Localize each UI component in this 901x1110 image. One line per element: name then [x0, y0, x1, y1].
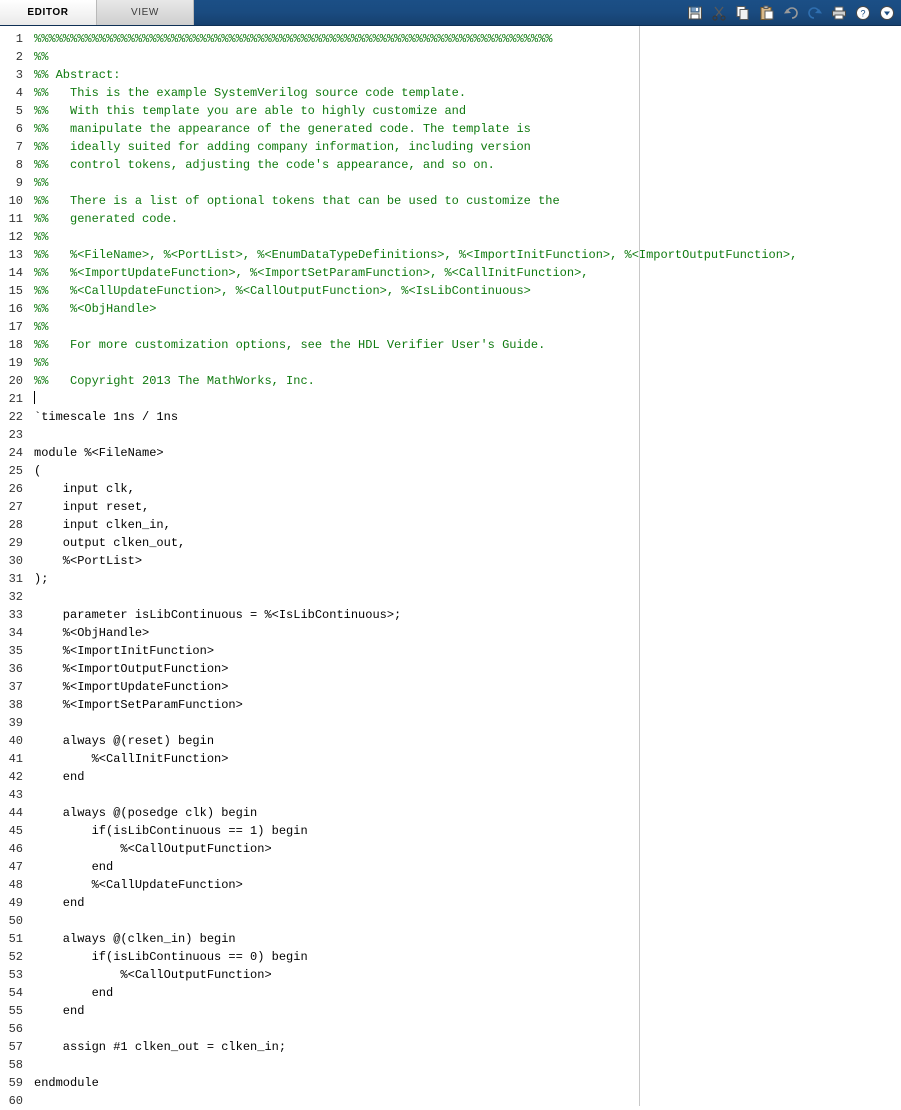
- line-number: 23: [8, 428, 23, 442]
- code-line-text: `timescale 1ns / 1ns: [34, 410, 179, 424]
- code-line-text: end: [34, 860, 114, 874]
- code-line-text: %<ObjHandle>: [34, 626, 150, 640]
- code-line[interactable]: [34, 354, 901, 372]
- line-number: 44: [8, 806, 23, 820]
- line-number: 53: [8, 968, 23, 982]
- code-line-text: input clken_in,: [34, 518, 171, 532]
- code-line[interactable]: [34, 156, 901, 174]
- line-number-gutter: [0, 26, 27, 1106]
- line-number: 55: [8, 1004, 23, 1018]
- code-line[interactable]: [34, 1056, 901, 1074]
- code-line-text: if(isLibContinuous == 0) begin: [34, 950, 308, 964]
- line-number: 46: [8, 842, 23, 856]
- code-line-text: end: [34, 986, 114, 1000]
- code-line-text: %<CallOutputFunction>: [34, 968, 272, 982]
- code-line[interactable]: [34, 858, 901, 876]
- code-line[interactable]: [34, 930, 901, 948]
- code-line[interactable]: [34, 588, 901, 606]
- code-line[interactable]: [34, 966, 901, 984]
- tab-view[interactable]: VIEW: [97, 0, 194, 25]
- help-icon[interactable]: [852, 2, 873, 23]
- paste-icon[interactable]: [756, 2, 777, 23]
- code-line-text: %% %<FileName>, %<PortList>, %<EnumDataTypeDefinitions>, %<ImportInitFunction>, %<ImportOutputFunction>,: [34, 248, 798, 262]
- line-number: 37: [8, 680, 23, 694]
- code-line[interactable]: [34, 246, 901, 264]
- line-number: 45: [8, 824, 23, 838]
- toolbar-icon-group: [684, 0, 901, 25]
- code-line[interactable]: [34, 768, 901, 786]
- code-line[interactable]: [34, 48, 901, 66]
- code-line[interactable]: [34, 192, 901, 210]
- code-line-text: %<ImportSetParamFunction>: [34, 698, 243, 712]
- code-line-text: parameter isLibContinuous = %<IsLibContinuous>;: [34, 608, 402, 622]
- line-number: 20: [8, 374, 23, 388]
- code-line-text: %% manipulate the appearance of the generated code. The template is: [34, 122, 531, 136]
- line-number: 21: [8, 392, 23, 406]
- line-number: 59: [8, 1076, 23, 1090]
- code-line-text: %% ideally suited for adding company information, including version: [34, 140, 531, 154]
- code-line-text: %<ImportUpdateFunction>: [34, 680, 229, 694]
- line-number: 35: [8, 644, 23, 658]
- redo-icon[interactable]: [804, 2, 825, 23]
- code-line[interactable]: [34, 678, 901, 696]
- code-line[interactable]: [34, 462, 901, 480]
- code-line[interactable]: [34, 102, 901, 120]
- code-line[interactable]: [34, 552, 901, 570]
- line-number: 14: [8, 266, 23, 280]
- code-line[interactable]: [34, 642, 901, 660]
- code-line-text: always @(reset) begin: [34, 734, 215, 748]
- code-line-text: %<CallUpdateFunction>: [34, 878, 243, 892]
- line-number: 24: [8, 446, 23, 460]
- code-line[interactable]: [34, 912, 901, 930]
- undo-icon[interactable]: [780, 2, 801, 23]
- line-number: 57: [8, 1040, 23, 1054]
- line-number: 3: [15, 68, 23, 82]
- code-line[interactable]: [34, 948, 901, 966]
- line-number: 39: [8, 716, 23, 730]
- save-icon[interactable]: [684, 2, 705, 23]
- code-line[interactable]: [34, 1002, 901, 1020]
- code-line[interactable]: [34, 516, 901, 534]
- code-line[interactable]: [34, 282, 901, 300]
- code-line[interactable]: [34, 300, 901, 318]
- code-line[interactable]: [34, 1038, 901, 1056]
- code-line-text: end: [34, 896, 85, 910]
- code-area[interactable]: [27, 26, 901, 1106]
- code-line-text: if(isLibContinuous == 1) begin: [34, 824, 308, 838]
- code-line[interactable]: [34, 480, 901, 498]
- code-line-text: output clken_out,: [34, 536, 186, 550]
- code-line-text: %% Copyright 2013 The MathWorks, Inc.: [34, 374, 315, 388]
- line-number: 49: [8, 896, 23, 910]
- editor-toolbar: [0, 0, 901, 26]
- code-line[interactable]: [34, 372, 901, 390]
- code-line[interactable]: [34, 1020, 901, 1038]
- line-number: 43: [8, 788, 23, 802]
- line-number: 51: [8, 932, 23, 946]
- code-line-text: %% %<ObjHandle>: [34, 302, 157, 316]
- text-caret: [34, 391, 35, 404]
- code-line[interactable]: [34, 786, 901, 804]
- code-line-text: (: [34, 464, 42, 478]
- code-line[interactable]: [34, 840, 901, 858]
- code-line[interactable]: [34, 390, 901, 408]
- code-line[interactable]: [34, 714, 901, 732]
- code-line-text: always @(posedge clk) begin: [34, 806, 258, 820]
- code-line-text: %% %<CallUpdateFunction>, %<CallOutputFunction>, %<IsLibContinuous>: [34, 284, 531, 298]
- code-line[interactable]: [34, 660, 901, 678]
- line-number: 60: [8, 1094, 23, 1108]
- code-line-text: %% generated code.: [34, 212, 179, 226]
- code-line-text: %%: [34, 230, 49, 244]
- code-line-text: %% control tokens, adjusting the code's appearance, and so on.: [34, 158, 495, 172]
- code-line-text: %%: [34, 176, 49, 190]
- line-number: 13: [8, 248, 23, 262]
- code-line[interactable]: [34, 1074, 901, 1092]
- line-number: 10: [8, 194, 23, 208]
- code-line-text: input clk,: [34, 482, 135, 496]
- code-line[interactable]: [34, 804, 901, 822]
- line-number: 4: [15, 86, 23, 100]
- line-number: 58: [8, 1058, 23, 1072]
- toolbar-tabs: [0, 0, 194, 25]
- line-number: 8: [15, 158, 23, 172]
- code-line[interactable]: [34, 1092, 901, 1106]
- line-number: 47: [8, 860, 23, 874]
- code-line[interactable]: [34, 408, 901, 426]
- code-line[interactable]: [34, 120, 901, 138]
- code-line[interactable]: [34, 822, 901, 840]
- code-line[interactable]: [34, 66, 901, 84]
- code-line-text: %% Abstract:: [34, 68, 121, 82]
- code-line-text: );: [34, 572, 49, 586]
- code-line[interactable]: [34, 894, 901, 912]
- code-line[interactable]: [34, 498, 901, 516]
- code-line-text: %%: [34, 356, 49, 370]
- line-number: 19: [8, 356, 23, 370]
- code-line[interactable]: [34, 444, 901, 462]
- line-number: 16: [8, 302, 23, 316]
- code-line-text: %<CallInitFunction>: [34, 752, 229, 766]
- line-number: 50: [8, 914, 23, 928]
- code-line[interactable]: [34, 228, 901, 246]
- code-line[interactable]: [34, 318, 901, 336]
- code-line-text: %% This is the example SystemVerilog source code template.: [34, 86, 467, 100]
- line-number: 9: [15, 176, 23, 190]
- code-line-text: end: [34, 1004, 85, 1018]
- print-icon[interactable]: [828, 2, 849, 23]
- code-line-text: endmodule: [34, 1076, 99, 1090]
- code-line-text: input reset,: [34, 500, 150, 514]
- line-number: 17: [8, 320, 23, 334]
- line-number: 32: [8, 590, 23, 604]
- line-number: 5: [15, 104, 23, 118]
- line-number: 29: [8, 536, 23, 550]
- line-number: 15: [8, 284, 23, 298]
- code-line[interactable]: [34, 174, 901, 192]
- code-line-text: %% %<ImportUpdateFunction>, %<ImportSetParamFunction>, %<CallInitFunction>,: [34, 266, 589, 280]
- code-line-text: %% With this template you are able to highly customize and: [34, 104, 467, 118]
- line-number: 56: [8, 1022, 23, 1036]
- code-line-text: module %<FileName>: [34, 446, 164, 460]
- line-number: 28: [8, 518, 23, 532]
- code-line-text: %% There is a list of optional tokens that can be used to customize the: [34, 194, 560, 208]
- line-number: 26: [8, 482, 23, 496]
- code-line-text: assign #1 clken_out = clken_in;: [34, 1040, 287, 1054]
- line-number: 12: [8, 230, 23, 244]
- code-line-text: %%: [34, 50, 49, 64]
- code-line[interactable]: [34, 534, 901, 552]
- line-number: 6: [15, 122, 23, 136]
- chevron-down-icon[interactable]: [876, 2, 897, 23]
- code-line[interactable]: [34, 750, 901, 768]
- line-number: 7: [15, 140, 23, 154]
- line-number: 42: [8, 770, 23, 784]
- code-line[interactable]: [34, 210, 901, 228]
- copy-icon[interactable]: [732, 2, 753, 23]
- code-line[interactable]: [34, 336, 901, 354]
- code-line-text: %%%%%%%%%%%%%%%%%%%%%%%%%%%%%%%%%%%%%%%%%%%%%%%%%%%%%%%%%%%%%%%%%%%%%%%%: [34, 32, 553, 46]
- code-line[interactable]: [34, 84, 901, 102]
- code-line-text: %%: [34, 320, 49, 334]
- line-number: 1: [15, 32, 23, 46]
- line-number: 54: [8, 986, 23, 1000]
- code-line[interactable]: [34, 138, 901, 156]
- line-number: 52: [8, 950, 23, 964]
- line-number: 38: [8, 698, 23, 712]
- line-number: 25: [8, 464, 23, 478]
- line-number: 2: [15, 50, 23, 64]
- code-line-text: always @(clken_in) begin: [34, 932, 236, 946]
- code-line-text: end: [34, 770, 85, 784]
- line-number: 31: [8, 572, 23, 586]
- line-number: 48: [8, 878, 23, 892]
- code-line[interactable]: [34, 876, 901, 894]
- line-number: 34: [8, 626, 23, 640]
- line-number: 36: [8, 662, 23, 676]
- line-number: 11: [8, 212, 23, 226]
- code-line[interactable]: [34, 624, 901, 642]
- code-line[interactable]: [34, 570, 901, 588]
- code-line[interactable]: [34, 606, 901, 624]
- code-line[interactable]: [34, 732, 901, 750]
- svg-text:?: ?: [859, 8, 866, 18]
- cut-icon[interactable]: [708, 2, 729, 23]
- code-line-text: %<ImportInitFunction>: [34, 644, 215, 658]
- code-line[interactable]: [34, 30, 901, 48]
- code-line[interactable]: [34, 264, 901, 282]
- toolbar-spacer: [194, 0, 684, 25]
- code-line-text: %% For more customization options, see the HDL Verifier User's Guide.: [34, 338, 546, 352]
- line-number: 22: [8, 410, 23, 424]
- code-line[interactable]: [34, 696, 901, 714]
- tab-editor[interactable]: EDITOR: [0, 0, 97, 25]
- line-number: 33: [8, 608, 23, 622]
- code-line[interactable]: [34, 984, 901, 1002]
- line-number: 40: [8, 734, 23, 748]
- code-editor[interactable]: [0, 26, 901, 1106]
- code-line-text: %<ImportOutputFunction>: [34, 662, 229, 676]
- line-number: 41: [8, 752, 23, 766]
- code-line-text: %<CallOutputFunction>: [34, 842, 272, 856]
- line-number: 30: [8, 554, 23, 568]
- code-line[interactable]: [34, 426, 901, 444]
- line-number: 18: [8, 338, 23, 352]
- code-line-text: %<PortList>: [34, 554, 143, 568]
- source-code-text[interactable]: [27, 26, 901, 1106]
- line-number: 27: [8, 500, 23, 514]
